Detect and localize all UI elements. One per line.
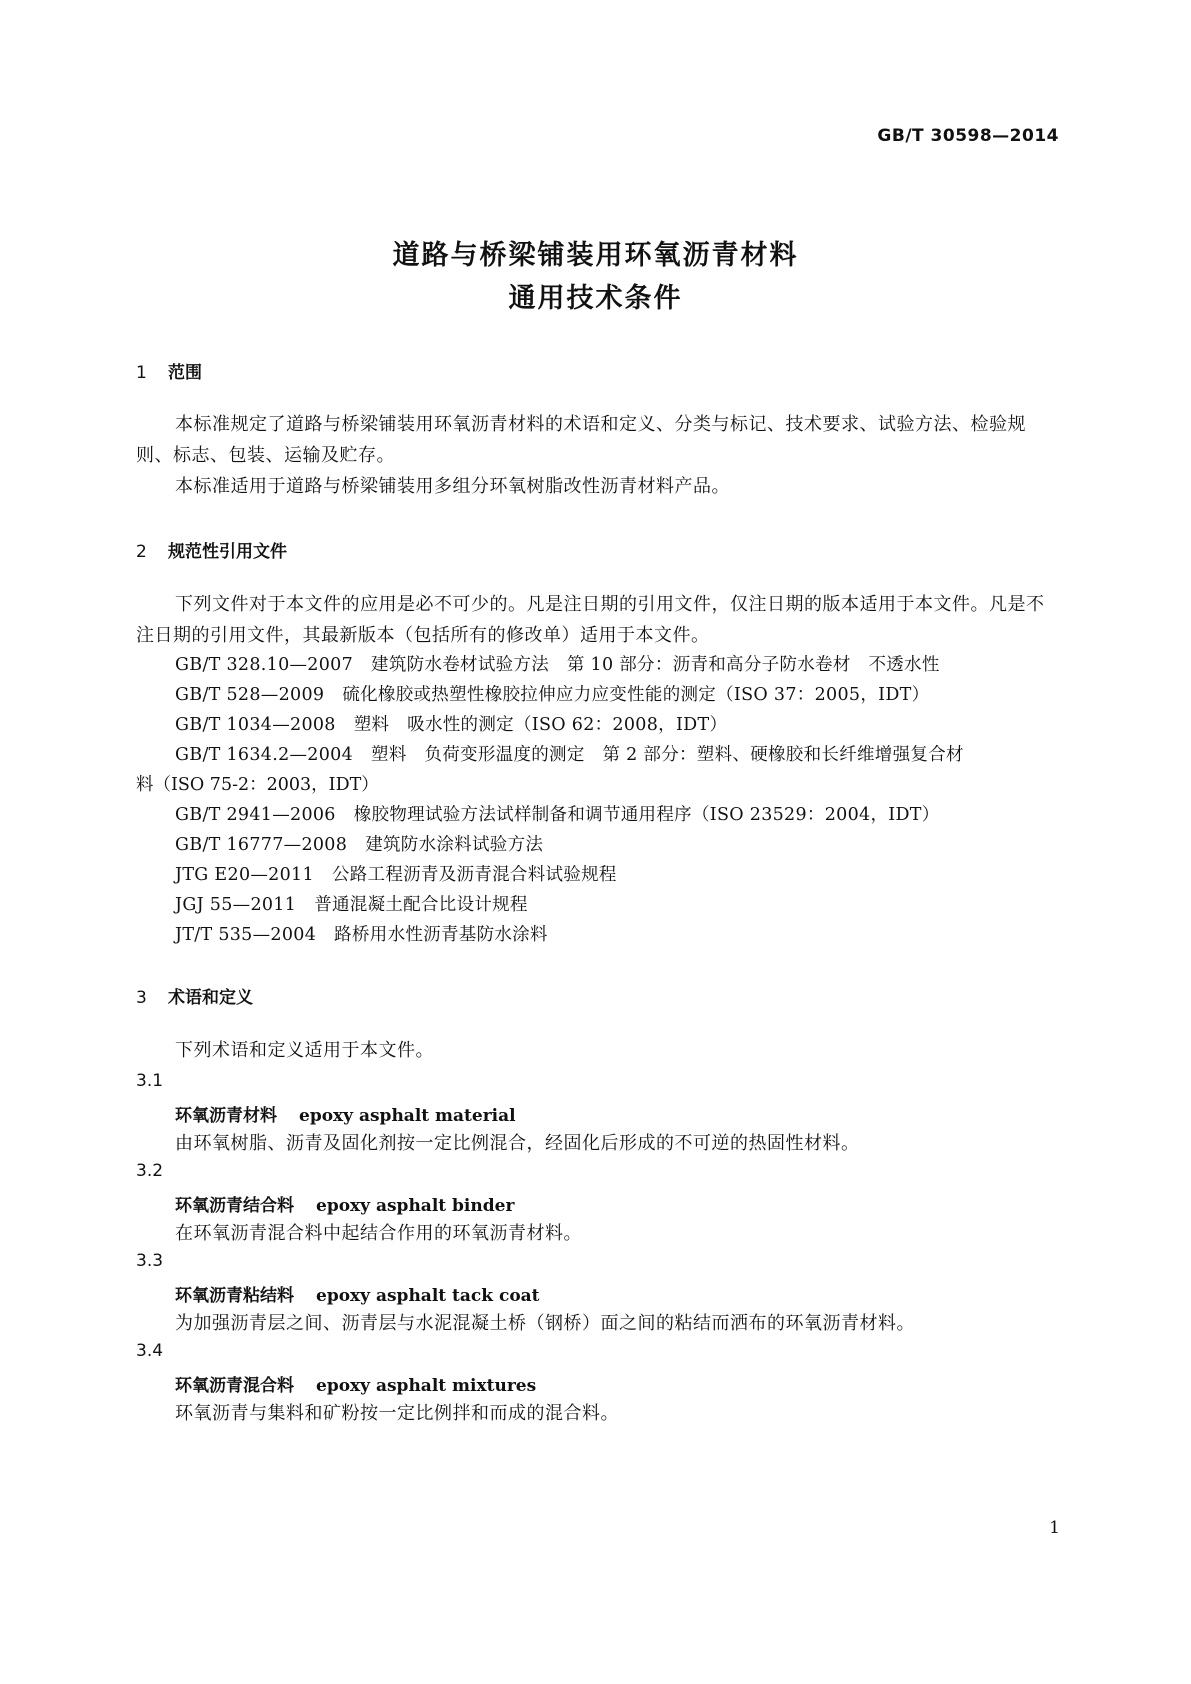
document-title-line-2: 通用技术条件 xyxy=(508,283,683,314)
term-definition: 环氧沥青与集料和矿粉按一定比例拌和而成的混合料。 xyxy=(175,1403,619,1424)
section-3-intro: 下列术语和定义适用于本文件。 xyxy=(175,1040,434,1061)
term-name-en: epoxy asphalt tack coat xyxy=(316,1286,540,1306)
term-name xyxy=(175,1371,536,1396)
reference-code: JT/T 535—2004 xyxy=(175,925,317,945)
section-title: 规范性引用文件 xyxy=(168,542,287,562)
term-name-zh: 环氧沥青混合料 xyxy=(175,1376,294,1396)
reference-title: 塑料 负荷变形温度的测定 第 2 部分：塑料、硬橡胶和长纤维增强复合材 xyxy=(371,745,964,765)
term-number: 3.2 xyxy=(136,1161,164,1181)
reference-item-continuation: 料（ISO 75-2：2003，IDT） xyxy=(136,775,379,795)
reference-title: 硫化橡胶或热塑性橡胶拉伸应力应变性能的测定（ISO 37：2005，IDT） xyxy=(342,685,930,705)
reference-item xyxy=(175,651,940,676)
term-name-en: epoxy asphalt binder xyxy=(316,1196,515,1216)
reference-code: GB/T 328.10—2007 xyxy=(175,655,354,675)
reference-title: 建筑防水卷材试验方法 第 10 部分：沥青和高分子防水卷材 不透水性 xyxy=(371,655,940,675)
reference-code: JTG E20—2011 xyxy=(175,865,314,885)
reference-item xyxy=(175,711,727,736)
section-1-paragraph-1: 本标准规定了道路与桥梁铺装用环氧沥青材料的术语和定义、分类与标记、技术要求、试验方法、检验规则、标志、包装、运输及贮存。 xyxy=(136,414,1026,466)
reference-item xyxy=(175,831,543,856)
standard-number: GB/T 30598—2014 xyxy=(877,126,1059,146)
reference-item xyxy=(175,861,617,886)
reference-title: 建筑防水涂料试验方法 xyxy=(365,835,544,855)
reference-item xyxy=(175,891,528,916)
section-number: 1 xyxy=(136,363,147,383)
term-name xyxy=(175,1101,516,1126)
reference-code: GB/T 1034—2008 xyxy=(175,715,336,735)
term-definition: 为加强沥青层之间、沥青层与水泥混凝土桥（钢桥）面之间的粘结而洒布的环氧沥青材料。 xyxy=(175,1313,915,1334)
term-definition: 在环氧沥青混合料中起结合作用的环氧沥青材料。 xyxy=(175,1223,582,1244)
term-name-en: epoxy asphalt mixtures xyxy=(316,1376,537,1396)
reference-code: GB/T 528—2009 xyxy=(175,685,325,705)
term-definition: 由环氧树脂、沥青及固化剂按一定比例混合，经固化后形成的不可逆的热固性材料。 xyxy=(175,1133,860,1154)
term-name-zh: 环氧沥青粘结料 xyxy=(175,1286,294,1306)
term-name-zh: 环氧沥青结合料 xyxy=(175,1196,294,1216)
term-name-en: epoxy asphalt material xyxy=(299,1106,516,1126)
reference-item xyxy=(175,741,964,766)
reference-code: JGJ 55—2011 xyxy=(175,895,297,915)
section-3-heading xyxy=(136,983,253,1008)
term-name-zh: 环氧沥青材料 xyxy=(175,1106,277,1126)
section-title: 术语和定义 xyxy=(168,988,253,1008)
section-title: 范围 xyxy=(168,363,202,383)
reference-title: 塑料 吸水性的测定（ISO 62：2008，IDT） xyxy=(353,715,728,735)
term-number: 3.4 xyxy=(136,1341,164,1361)
term-name xyxy=(175,1281,540,1306)
page-number: 1 xyxy=(1049,1518,1060,1538)
reference-code: GB/T 16777—2008 xyxy=(175,835,348,855)
section-2-heading xyxy=(136,537,287,562)
reference-title: 橡胶物理试验方法试样制备和调节通用程序（ISO 23529：2004，IDT） xyxy=(353,805,940,825)
reference-code: GB/T 2941—2006 xyxy=(175,805,336,825)
section-1-heading xyxy=(136,358,202,383)
reference-title: 普通混凝土配合比设计规程 xyxy=(314,895,528,915)
reference-item xyxy=(175,681,929,706)
reference-item xyxy=(175,801,940,826)
section-number: 3 xyxy=(136,988,147,1008)
section-1-paragraph-2: 本标准适用于道路与桥梁铺装用多组分环氧树脂改性沥青材料产品。 xyxy=(175,476,730,497)
reference-title: 路桥用水性沥青基防水涂料 xyxy=(334,925,548,945)
term-name xyxy=(175,1191,514,1216)
term-number: 3.3 xyxy=(136,1251,164,1271)
reference-code: GB/T 1634.2—2004 xyxy=(175,745,354,765)
term-number: 3.1 xyxy=(136,1071,164,1091)
section-2-intro: 下列文件对于本文件的应用是必不可少的。凡是注日期的引用文件，仅注日期的版本适用于本文件。凡是不注日期的引用文件，其最新版本（包括所有的修改单）适用于本文件。 xyxy=(136,594,1045,646)
section-number: 2 xyxy=(136,542,147,562)
reference-item xyxy=(175,921,548,946)
reference-title: 公路工程沥青及沥青混合料试验规程 xyxy=(331,865,617,885)
document-title-line-1: 道路与桥梁铺装用环氧沥青材料 xyxy=(392,240,799,271)
